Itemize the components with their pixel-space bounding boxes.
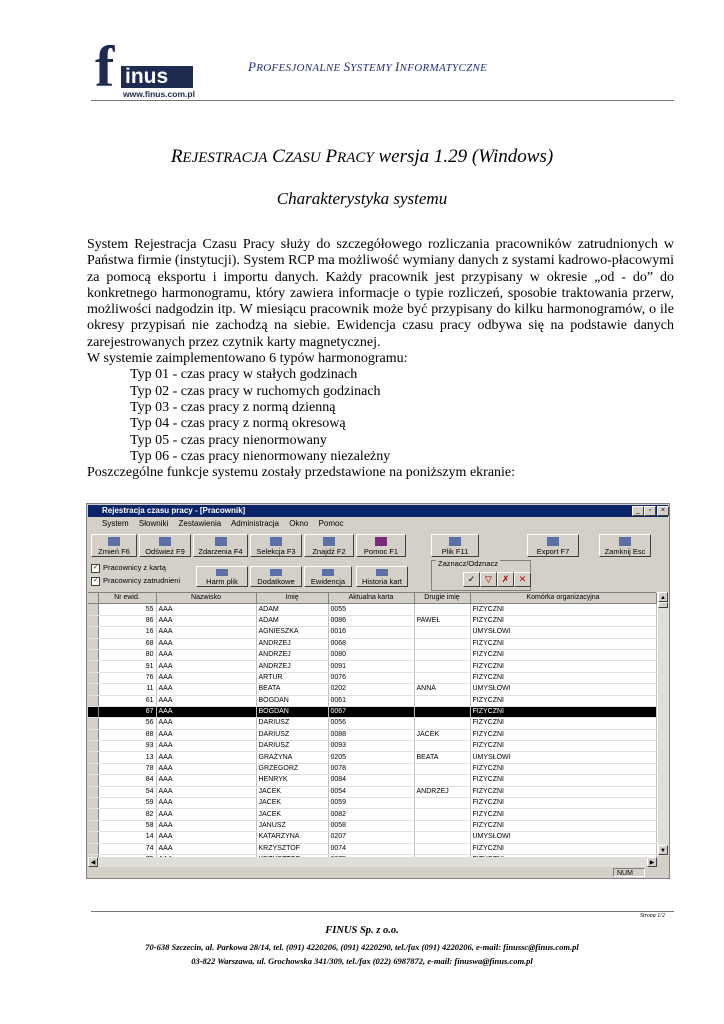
table-row[interactable] — [88, 729, 656, 740]
row-indicator[interactable] — [88, 695, 98, 706]
table-cell — [414, 741, 470, 752]
plik-button[interactable]: Plik F11 — [431, 534, 479, 557]
row-indicator[interactable] — [88, 752, 98, 763]
table-cell: AAA — [156, 627, 256, 638]
table-cell: BEATA — [256, 684, 328, 695]
table-cell: 76 — [98, 672, 156, 683]
search-icon — [323, 537, 335, 546]
uncheck-icon[interactable]: ✕ — [514, 572, 531, 587]
row-indicator[interactable] — [88, 798, 98, 809]
type-item: Typ 01 - czas pracy w stałych godzinach — [130, 367, 358, 383]
table-cell: FIZYCZNI — [470, 638, 656, 649]
table-cell: FIZYCZNI — [470, 798, 656, 809]
table-row[interactable] — [88, 843, 656, 854]
pomoc-button[interactable]: Pomoc F1 — [356, 534, 406, 557]
column-header[interactable]: Aktualna karta — [328, 593, 414, 604]
table-cell: 74 — [98, 843, 156, 854]
table-cell: ADAM — [256, 604, 328, 615]
window-titlebar — [88, 505, 668, 517]
harm-plik-button[interactable]: Harm plik — [196, 566, 248, 587]
selekcja-button[interactable]: Selekcja F3 — [250, 534, 302, 557]
table-cell: FIZYCZNI — [470, 741, 656, 752]
table-cell — [414, 604, 470, 615]
table-cell: AAA — [156, 661, 256, 672]
historia-kart-button[interactable]: Historia kart — [356, 566, 408, 587]
table-cell: HENRYK — [256, 775, 328, 786]
table-row[interactable] — [88, 798, 656, 809]
table-cell: AGNIESZKA — [256, 627, 328, 638]
grid-header — [88, 593, 656, 604]
row-indicator[interactable] — [88, 741, 98, 752]
filter-icon — [270, 537, 282, 546]
table-cell: AAA — [156, 706, 256, 717]
table-cell: 14 — [98, 832, 156, 843]
row-indicator[interactable] — [88, 718, 98, 729]
maximize-button[interactable]: ▫ — [644, 506, 656, 516]
menu-administracja[interactable]: Administracja — [230, 519, 279, 528]
scroll-left-icon[interactable]: ◀ — [88, 857, 98, 867]
table-cell: ARTUR — [256, 672, 328, 683]
table-cell: AAA — [156, 729, 256, 740]
row-indicator[interactable] — [88, 627, 98, 638]
table-row[interactable] — [88, 649, 656, 660]
table-cell — [414, 775, 470, 786]
table-row[interactable] — [88, 809, 656, 820]
check-icon[interactable]: ✓ — [463, 572, 480, 587]
table-cell: 0054 — [328, 786, 414, 797]
table-cell: AAA — [156, 604, 256, 615]
znajdz-button[interactable]: Znajdź F2 — [304, 534, 354, 557]
table-cell: 0205 — [328, 752, 414, 763]
table-cell: 59 — [98, 798, 156, 809]
table-row[interactable] — [88, 604, 656, 615]
table-cell: 86 — [98, 615, 156, 626]
row-indicator[interactable] — [88, 661, 98, 672]
table-cell: AAA — [156, 718, 256, 729]
document-subtitle: Charakterystyka systemu — [276, 189, 448, 208]
table-cell: 11 — [98, 684, 156, 695]
export-icon — [547, 537, 559, 546]
menu-zestawienia[interactable]: Zestawienia — [178, 519, 222, 528]
table-cell: AAA — [156, 798, 256, 809]
column-header[interactable]: Nr ewid. — [98, 593, 156, 604]
column-header[interactable]: Komórka organizacyjna — [470, 593, 656, 604]
refresh-icon — [159, 537, 171, 546]
table-cell: AAA — [156, 649, 256, 660]
table-cell: 0207 — [328, 832, 414, 843]
company-logo — [95, 34, 205, 100]
type-item: Typ 05 - czas pracy nienormowany — [130, 432, 327, 448]
edit-icon — [108, 537, 120, 546]
table-cell: UMYSŁOWI — [470, 684, 656, 695]
table-cell — [414, 661, 470, 672]
table-cell: 0091 — [328, 661, 414, 672]
table-row[interactable] — [88, 684, 656, 695]
table-cell: FIZYCZNI — [470, 604, 656, 615]
table-cell — [414, 798, 470, 809]
table-row[interactable] — [88, 718, 656, 729]
table-cell: 0061 — [328, 695, 414, 706]
table-row[interactable] — [88, 832, 656, 843]
table-cell: FIZYCZNI — [470, 729, 656, 740]
table-cell: UMYSŁOWI — [470, 627, 656, 638]
pencil-icon — [216, 569, 228, 576]
logo-wordmark: inus — [121, 66, 193, 88]
table-cell: 78 — [98, 763, 156, 774]
file-icon — [449, 537, 461, 546]
row-indicator[interactable] — [88, 832, 98, 843]
table-row[interactable] — [88, 615, 656, 626]
table-cell: 0076 — [328, 672, 414, 683]
table-cell: DARIUSZ — [256, 741, 328, 752]
table-row[interactable] — [88, 820, 656, 831]
table-cell: 0086 — [328, 615, 414, 626]
table-cell — [414, 706, 470, 717]
table-cell — [414, 672, 470, 683]
table-row[interactable] — [88, 672, 656, 683]
table-cell: BOGDAN — [256, 695, 328, 706]
table-cell: GRAŻYNA — [256, 752, 328, 763]
table-cell: FIZYCZNI — [470, 843, 656, 854]
table-cell: 58 — [98, 820, 156, 831]
table-cell: FIZYCZNI — [470, 649, 656, 660]
table-cell: ANDRZEJ — [256, 661, 328, 672]
table-cell: AAA — [156, 843, 256, 854]
checkbox-z-karta-label: Pracownicy z kartą — [103, 563, 166, 572]
row-indicator[interactable] — [88, 729, 98, 740]
table-cell: 56 — [98, 718, 156, 729]
row-indicator[interactable] — [88, 706, 98, 717]
table-cell: ANNA — [414, 684, 470, 695]
pencil-icon — [322, 569, 334, 576]
pencil-icon — [270, 569, 282, 576]
vertical-scrollbar[interactable] — [657, 592, 669, 856]
table-cell — [414, 695, 470, 706]
table-cell: 84 — [98, 775, 156, 786]
table-cell: FIZYCZNI — [470, 786, 656, 797]
menu-system[interactable]: System — [102, 519, 129, 528]
table-cell: 0059 — [328, 798, 414, 809]
table-row[interactable] — [88, 638, 656, 649]
table-cell: 0074 — [328, 843, 414, 854]
table-cell: 80 — [98, 649, 156, 660]
checkbox-z-karta[interactable]: ✓ — [92, 565, 99, 571]
card-history-icon — [376, 569, 388, 576]
status-bar — [88, 868, 669, 878]
row-indicator[interactable] — [88, 615, 98, 626]
zmien-button[interactable]: Zmień F6 — [91, 534, 137, 557]
dodatkowe-button[interactable]: Dodatkowe — [250, 566, 302, 587]
type-item: Typ 02 - czas pracy w ruchomych godzinach — [130, 383, 381, 399]
table-cell: AAA — [156, 820, 256, 831]
table-cell — [414, 649, 470, 660]
menu-pomoc[interactable]: Pomoc — [318, 519, 344, 528]
row-indicator[interactable] — [88, 684, 98, 695]
row-indicator[interactable] — [88, 638, 98, 649]
zaznacz-group — [431, 560, 531, 591]
table-cell: FIZYCZNI — [470, 695, 656, 706]
table-cell: FIZYCZNI — [470, 706, 656, 717]
type-item: Typ 04 - czas pracy z normą okresową — [130, 416, 346, 432]
logo-f-letter: f — [95, 34, 115, 99]
table-cell: 0202 — [328, 684, 414, 695]
table-row[interactable] — [88, 661, 656, 672]
table-cell: AAA — [156, 775, 256, 786]
ewidencja-button[interactable]: Ewidencja — [304, 566, 352, 587]
body-text — [87, 237, 674, 481]
zdarzenia-button[interactable]: Zdarzenia F4 — [193, 534, 248, 557]
table-cell: AAA — [156, 615, 256, 626]
header-tagline: PROFESJONALNE SYSTEMY INFORMATYCZNE — [248, 59, 488, 74]
scroll-right-icon[interactable]: ▶ — [647, 857, 657, 867]
employee-grid — [88, 592, 656, 857]
checkbox-zatrudnieni-label: Pracownicy zatrudnieni — [103, 576, 181, 585]
table-cell: FIZYCZNI — [470, 775, 656, 786]
minimize-button[interactable]: _ — [632, 506, 644, 516]
table-cell: UMYSŁOWI — [470, 752, 656, 763]
footer-address-szczecin: 70-638 Szczecin, al. Parkowa 28/14, tel. (091) 4220206, (091) 4220290, tel./fax (091) 4220206, e-mail: finussc@finus.com.pl — [145, 942, 579, 952]
table-row[interactable] — [88, 752, 656, 763]
table-cell: BEATA — [414, 752, 470, 763]
export-button[interactable]: Export F7 — [527, 534, 579, 557]
table-cell — [414, 638, 470, 649]
menu-okno[interactable]: Okno — [289, 519, 309, 528]
table-cell: BOGDAN — [256, 706, 328, 717]
window-title: Rejestracja czasu pracy - [Pracownik] — [102, 506, 246, 515]
table-cell: AAA — [156, 684, 256, 695]
table-row[interactable] — [88, 786, 656, 797]
table-cell: UMYSŁOWI — [470, 832, 656, 843]
table-row[interactable] — [88, 695, 656, 706]
table-cell: 55 — [98, 604, 156, 615]
scroll-down-icon[interactable]: ▼ — [658, 845, 668, 855]
type-item: Typ 06 - czas pracy nienormowany niezależny — [130, 448, 391, 464]
table-cell — [414, 627, 470, 638]
screen-intro: Poszczególne funkcje systemu zostały przedstawione na poniższym ekranie: — [87, 465, 516, 481]
table-cell: FIZYCZNI — [470, 661, 656, 672]
column-header[interactable]: Drugie imię — [414, 593, 470, 604]
table-cell: 0078 — [328, 763, 414, 774]
menu-slowniki[interactable]: Słowniki — [138, 519, 169, 528]
header-divider — [91, 100, 674, 101]
help-book-icon — [375, 537, 387, 546]
events-icon — [215, 537, 227, 546]
horizontal-scrollbar[interactable] — [88, 857, 657, 867]
table-cell: GRZEGORZ — [256, 763, 328, 774]
table-cell: FIZYCZNI — [470, 615, 656, 626]
footer-company: FINUS Sp. z o.o. — [325, 925, 399, 936]
scroll-up-icon[interactable]: ▲ — [658, 592, 668, 602]
zaznacz-label: Zaznacz/Odznacz — [438, 559, 499, 568]
table-cell: AAA — [156, 672, 256, 683]
table-cell: FIZYCZNI — [470, 672, 656, 683]
table-cell — [414, 718, 470, 729]
table-cell: JACEK — [256, 786, 328, 797]
table-cell: KATARZYNA — [256, 832, 328, 843]
row-indicator[interactable] — [88, 809, 98, 820]
table-cell: ANDRZEJ — [256, 638, 328, 649]
table-cell: ADAM — [256, 615, 328, 626]
table-cell: 68 — [98, 638, 156, 649]
table-cell: 0016 — [328, 627, 414, 638]
column-header[interactable]: Nazwisko — [156, 593, 256, 604]
checkbox-zatrudnieni[interactable]: ✓ — [92, 578, 99, 584]
table-cell: 0080 — [328, 649, 414, 660]
table-cell: AAA — [156, 741, 256, 752]
close-button[interactable]: × — [657, 506, 669, 516]
zamknij-button[interactable]: Zamknij Esc — [599, 534, 651, 557]
table-row[interactable] — [88, 627, 656, 638]
table-cell: AAA — [156, 786, 256, 797]
table-cell: AAA — [156, 809, 256, 820]
row-indicator[interactable] — [88, 649, 98, 660]
menu-bar — [88, 518, 668, 530]
table-cell: 82 — [98, 809, 156, 820]
table-cell: AAA — [156, 695, 256, 706]
footer-address-warszawa: 03-822 Warszawa, ul. Grochowska 341/309, tel./fax (022) 6987872, e-mail: finuswa@finus.com.pl — [191, 956, 533, 966]
table-cell: 0082 — [328, 809, 414, 820]
table-cell — [414, 843, 470, 854]
row-indicator[interactable] — [88, 763, 98, 774]
intro-paragraph: System Rejestracja Czasu Pracy służy do szczegółowego rozliczania pracowników zatrudnionych w Państwa firmie (instytucji). System RCP ma możliwość wymiany danych z systami kadrowo-płacowymi za pomocą eksportu i importu danych. Każdy pracownik jest przypisany w okresie „od - do” do konkretnego harmonogramu, który zawiera informacje o typie rozliczeń, sposobie traktowania przerw, możliwości nadgodzin itp. W miesiącu pracownik może być przypisany do kilku harmonogramów, o ile okresy przypisań nie zachodzą na siebie. Ewidencja czasu pracy odbywa się na podstawie danych zarejestrowanych przez czytnik karty magnetycznej. — [87, 237, 674, 350]
document-title: REJESTRACJA CZASU PRACY wersja 1.29 (Windows) — [170, 146, 554, 167]
table-cell: PAWEŁ — [414, 615, 470, 626]
row-indicator[interactable] — [88, 672, 98, 683]
table-cell: DARIUSZ — [256, 718, 328, 729]
table-cell: 93 — [98, 741, 156, 752]
check-down-icon[interactable]: ▽ — [480, 572, 497, 587]
scroll-thumb[interactable] — [658, 602, 668, 608]
app-screenshot — [86, 503, 670, 879]
table-cell: ANDRZEJ — [414, 786, 470, 797]
table-cell: 0068 — [328, 638, 414, 649]
table-cell: 16 — [98, 627, 156, 638]
table-cell: 0088 — [328, 729, 414, 740]
table-cell: 0058 — [328, 820, 414, 831]
table-cell: AAA — [156, 638, 256, 649]
table-cell: FIZYCZNI — [470, 763, 656, 774]
table-row[interactable] — [88, 763, 656, 774]
table-cell: 0056 — [328, 718, 414, 729]
exit-icon — [619, 537, 631, 546]
table-cell: JACEK — [256, 809, 328, 820]
table-cell: JACEK — [256, 798, 328, 809]
table-cell — [414, 809, 470, 820]
row-indicator[interactable] — [88, 604, 98, 615]
table-cell — [414, 763, 470, 774]
table-cell: 67 — [98, 706, 156, 717]
logo-url: www.finus.com.pl — [123, 89, 195, 99]
table-cell: 0093 — [328, 741, 414, 752]
table-cell: AAA — [156, 752, 256, 763]
row-indicator[interactable] — [88, 843, 98, 854]
table-cell: AAA — [156, 832, 256, 843]
table-cell: JANUSZ — [256, 820, 328, 831]
table-row[interactable] — [88, 775, 656, 786]
table-cell: JACEK — [414, 729, 470, 740]
table-cell: FIZYCZNI — [470, 718, 656, 729]
table-cell: 0067 — [328, 706, 414, 717]
table-cell — [414, 832, 470, 843]
table-cell: DARIUSZ — [256, 729, 328, 740]
column-header[interactable]: Imię — [256, 593, 328, 604]
table-cell: 61 — [98, 695, 156, 706]
table-row[interactable] — [88, 741, 656, 752]
odswiez-button[interactable]: Odśwież F9 — [139, 534, 191, 557]
table-cell: ANDRZEJ — [256, 649, 328, 660]
table-cell: 54 — [98, 786, 156, 797]
footer-divider — [91, 911, 674, 912]
table-cell — [414, 820, 470, 831]
check-all-icon[interactable]: ✗ — [497, 572, 514, 587]
table-cell: 91 — [98, 661, 156, 672]
row-indicator[interactable] — [88, 775, 98, 786]
types-intro: W systemie zaimplementowano 6 typów harmonogramu: — [87, 351, 408, 367]
type-item: Typ 03 - czas pracy z normą dzienną — [130, 399, 336, 415]
table-cell: 13 — [98, 752, 156, 763]
table-cell: KRZYSZTOF — [256, 843, 328, 854]
table-row[interactable] — [88, 706, 656, 717]
num-lock-indicator: NUM — [613, 868, 645, 877]
table-cell: FIZYCZNI — [470, 820, 656, 831]
table-cell: AAA — [156, 763, 256, 774]
table-cell: 88 — [98, 729, 156, 740]
page-number: Strona 1/2 — [640, 913, 665, 919]
row-indicator[interactable] — [88, 786, 98, 797]
table-cell: 0055 — [328, 604, 414, 615]
table-cell: 0084 — [328, 775, 414, 786]
row-indicator[interactable] — [88, 820, 98, 831]
table-cell: FIZYCZNI — [470, 809, 656, 820]
header-indicator — [88, 593, 98, 604]
